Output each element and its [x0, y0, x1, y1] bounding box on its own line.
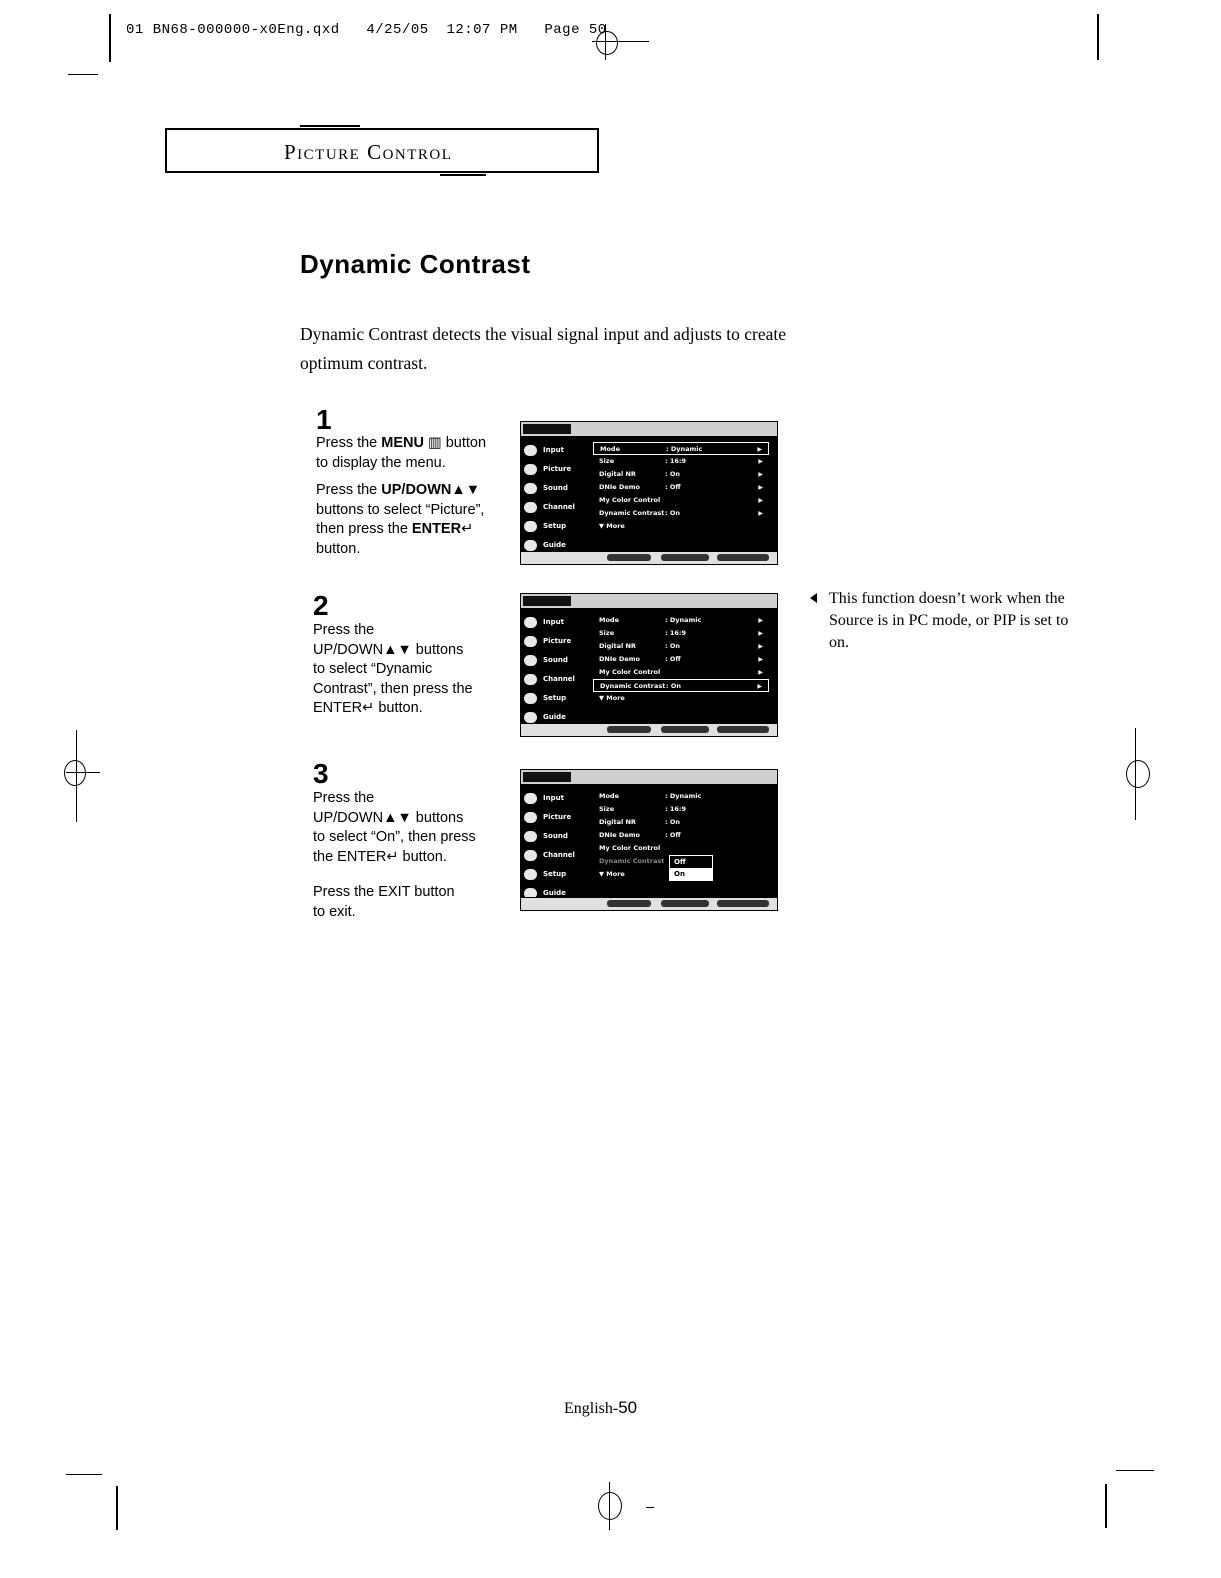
osd-row-more: ▼ More [599, 522, 625, 530]
footer-language: English- [564, 1400, 619, 1417]
osd-sidebar-item-sound: Sound [521, 479, 587, 498]
osd-sidebar-item-setup: Setup [521, 865, 587, 884]
osd-sidebar-item-picture: Picture [521, 632, 587, 651]
osd-row-my-color-control: My Color Control ▶ [599, 496, 763, 504]
guide-icon [524, 712, 537, 723]
step-2-text [313, 621, 513, 719]
osd-button-bar [521, 897, 777, 910]
osd-row-my-color-control: My Color Control ▶ [599, 668, 763, 676]
osd-option-popup [669, 855, 713, 881]
osd-sidebar [521, 441, 587, 555]
step-3-line: to exit. [313, 903, 356, 920]
step-1-text [316, 434, 516, 559]
step-1-line: to display the menu. [316, 454, 446, 471]
print-slug: 01 BN68-000000-x0Eng.qxd 4/25/05 12:07 PM Page 50 [126, 22, 607, 38]
osd-row-dnie-demo: DNIe Demo : Off [599, 831, 681, 839]
page-heading: Dynamic Contrast [300, 249, 531, 279]
step-3-line: to select “On”, then press [313, 829, 476, 845]
osd-option-on: On [670, 868, 712, 880]
osd-row-size: Size : 16:9 ▶ [599, 457, 763, 465]
osd-title-bar [521, 594, 777, 609]
osd-row-dynamic-contrast: Dynamic Contrast : On ▶ [593, 679, 769, 692]
osd-row-dnie-demo: DNIe Demo : Off ▶ [599, 483, 763, 491]
crop-mark [109, 14, 111, 62]
channel-icon [524, 674, 537, 685]
osd-sidebar-item-picture: Picture [521, 808, 587, 827]
step-3-line: Press the [313, 790, 375, 806]
osd-button-bar [521, 551, 777, 564]
registration-mark-icon [76, 730, 77, 822]
picture-icon [524, 464, 537, 475]
registration-mark-icon [1135, 728, 1136, 820]
input-icon [524, 445, 537, 456]
osd-sidebar-item-channel: Channel [521, 670, 587, 689]
step-1-line: buttons to select “Picture”, [316, 501, 485, 518]
osd-sidebar-item-sound: Sound [521, 827, 587, 846]
step-3-line: the ENTER↵ button. [313, 848, 447, 865]
osd-menu-list [593, 442, 769, 533]
osd-sidebar [521, 789, 587, 903]
input-icon [524, 793, 537, 804]
step-3-line: UP/DOWN▲▼ buttons [313, 809, 464, 826]
osd-sidebar-item-input: Input [521, 613, 587, 632]
osd-sidebar-item-guide: Guide [521, 708, 587, 727]
osd-row-size: Size : 16:9 ▶ [599, 629, 763, 637]
osd-row-dnie-demo: DNIe Demo : Off ▶ [599, 655, 763, 663]
channel-icon [524, 850, 537, 861]
osd-sidebar-item-channel: Channel [521, 498, 587, 517]
setup-icon [524, 869, 537, 880]
osd-row-digital-nr: Digital NR : On [599, 818, 681, 826]
crop-mark [1097, 14, 1099, 60]
step-2-line: Press the [313, 622, 375, 638]
crop-mark [1116, 1470, 1154, 1471]
osd-row-mode: Mode : Dynamic ▶ [599, 616, 763, 624]
step-3-text [313, 789, 513, 922]
crop-mark [116, 1486, 118, 1530]
osd-row-my-color-control: My Color Control [599, 844, 661, 852]
osd-sidebar-item-setup: Setup [521, 689, 587, 708]
step-number: 3 [313, 758, 329, 789]
registration-mark-icon [592, 41, 649, 42]
page-footer [564, 1398, 637, 1418]
osd-sidebar-item-guide: Guide [521, 536, 587, 555]
step-3-line: Press the EXIT button [313, 884, 455, 900]
intro-paragraph: Dynamic Contrast detects the visual signal input and adjusts to create optimum contrast. [300, 324, 786, 373]
tv-menu-screenshot [520, 421, 778, 565]
sound-icon [524, 483, 537, 494]
osd-row-more: ▼ More [599, 870, 625, 878]
osd-row-digital-nr: Digital NR : On ▶ [599, 470, 763, 478]
osd-sidebar-item-channel: Channel [521, 846, 587, 865]
osd-title-bar [521, 422, 777, 437]
osd-sidebar-item-guide: Guide [521, 884, 587, 903]
osd-row-size: Size : 16:9 [599, 805, 687, 813]
section-header-accent [440, 174, 486, 176]
page-number: 50 [618, 1398, 638, 1417]
note-text: This function doesn’t work when the Source is in PC mode, or PIP is set to on. [829, 590, 1069, 651]
picture-icon [524, 636, 537, 647]
osd-row-more: ▼ More [599, 694, 625, 702]
osd-sidebar-item-input: Input [521, 441, 587, 460]
osd-button-bar [521, 723, 777, 736]
registration-mark-icon [64, 760, 86, 786]
step-2-line: to select “Dynamic [313, 661, 433, 677]
channel-icon [524, 502, 537, 513]
tv-menu-screenshot [520, 593, 778, 737]
step-1-line: Press the UP/DOWN▲▼ [316, 482, 481, 498]
osd-sidebar-item-sound: Sound [521, 651, 587, 670]
step-1-line: Press the MENU ▥ button [316, 435, 487, 451]
osd-sidebar-item-input: Input [521, 789, 587, 808]
section-title: Picture Control [284, 140, 453, 164]
registration-mark-icon [66, 772, 100, 773]
osd-row-dynamic-contrast: Dynamic Contrast : On ▶ [599, 509, 763, 517]
section-header-accent [300, 125, 360, 127]
osd-sidebar-item-picture: Picture [521, 460, 587, 479]
osd-title-bar [521, 770, 777, 785]
registration-mark-icon [598, 1492, 622, 1520]
osd-menu-list [593, 614, 769, 705]
input-icon [524, 617, 537, 628]
osd-row-dynamic-contrast: Dynamic Contrast [599, 857, 665, 865]
registration-mark-icon [609, 1482, 610, 1530]
guide-icon [524, 540, 537, 551]
crop-mark [1105, 1484, 1107, 1528]
osd-sidebar-item-setup: Setup [521, 517, 587, 536]
osd-row-mode: Mode : Dynamic ▶ [593, 442, 769, 455]
registration-mark-icon [1126, 760, 1150, 788]
step-number: 1 [316, 404, 332, 435]
tv-menu-screenshot [520, 769, 778, 911]
sound-icon [524, 831, 537, 842]
osd-row-mode: Mode : Dynamic [599, 792, 702, 800]
step-number: 2 [313, 590, 329, 621]
osd-row-digital-nr: Digital NR : On ▶ [599, 642, 763, 650]
step-1-line: button. [316, 540, 361, 557]
step-2-line: Contrast”, then press the [313, 680, 473, 697]
picture-icon [524, 812, 537, 823]
crop-mark [66, 1474, 102, 1475]
step-1-line: then press the ENTER↵ [316, 521, 474, 537]
registration-mark-icon [646, 1507, 654, 1508]
sound-icon [524, 655, 537, 666]
osd-option-off: Off [674, 858, 686, 866]
setup-icon [524, 521, 537, 532]
note-arrow-icon [810, 593, 817, 603]
setup-icon [524, 693, 537, 704]
step-2-line: UP/DOWN▲▼ buttons [313, 641, 464, 658]
step-2-line: ENTER↵ button. [313, 700, 423, 716]
crop-mark [68, 74, 98, 75]
osd-sidebar [521, 613, 587, 727]
